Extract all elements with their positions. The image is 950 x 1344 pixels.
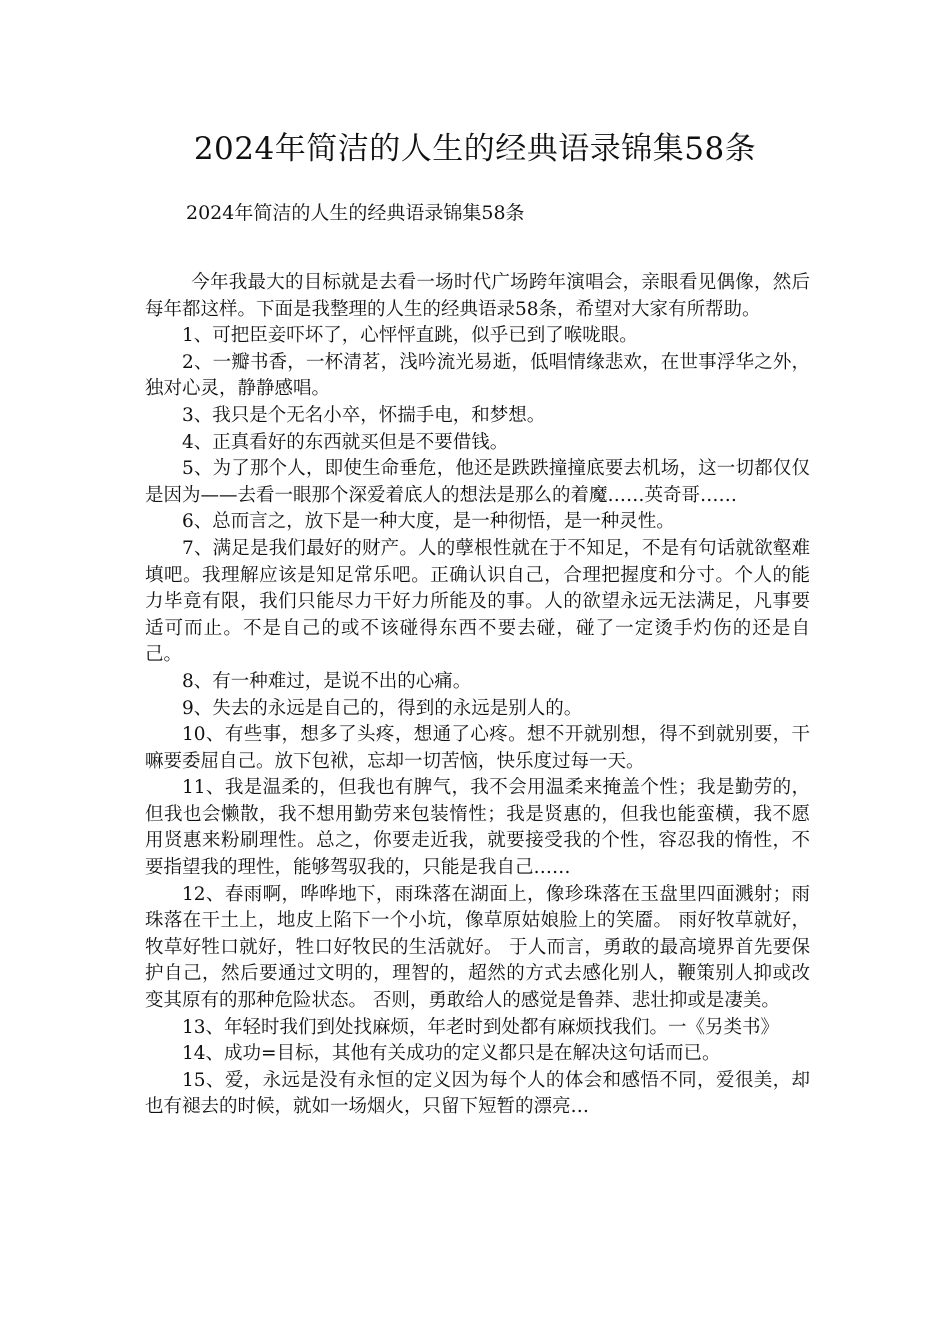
document-title: 2024年简洁的人生的经典语录锦集58条 — [193, 131, 757, 167]
quote-item: 4、正真看好的东西就买但是不要借钱。 — [182, 431, 509, 453]
quote-item: 7、满足是我们最好的财产。人的孽根性就在于不知足，不是有句话就欲壑难填吧。我理解应该是知足常乐吧。正确认识自己，合理把握度和分寸。个人的能力毕竟有限，我们只能尽力干好力所能及的事。人的欲望永远无法满足，凡事要适可而止。不是自己的或不该碰得东西不要去碰，碰了一定烫手灼伤的还是自己。 — [145, 537, 810, 666]
document-subtitle: 2024年简洁的人生的经典语录锦集58条 — [186, 202, 525, 224]
quote-item: 3、我只是个无名小卒，怀揣手电，和梦想。 — [182, 404, 546, 426]
intro-paragraph: 今年我最大的目标就是去看一场时代广场跨年演唱会，亲眼看见偶像，然后每年都这样。下面是我整理的人生的经典语录58条，希望对大家有所帮助。 — [145, 272, 810, 320]
quote-item: 12、春雨啊，哗哗地下，雨珠落在湖面上，像珍珠落在玉盘里四面溅射；雨珠落在干土上，地皮上陷下一个小坑，像草原姑娘脸上的笑靥。 雨好牧草就好，牧草好牲口就好，牲口好牧民的生活就好。 于人而言，勇敢的最高境界首先要保护自己，然后要通过文明的，理智的，超然的方式去感化别人，鞭策别人抑或改变其原有的那种危险状态。 否则，勇敢给人的感觉是鲁莽、悲壮抑或是凄美。 — [145, 883, 810, 1012]
quote-item: 10、有些事，想多了头疼，想通了心疼。想不开就别想，得不到就别要，干嘛要委屈自己。放下包袱，忘却一切苦恼，快乐度过每一天。 — [145, 724, 810, 772]
quote-item: 15、爱，永远是没有永恒的定义因为每个人的体会和感悟不同，爱很美，却也有褪去的时候，就如一场烟火，只留下短暂的漂亮… — [145, 1069, 810, 1118]
quote-item: 6、总而言之，放下是一种大度，是一种彻悟，是一种灵性。 — [182, 511, 675, 533]
quote-item: 2、一瓣书香，一杯清茗，浅吟流光易逝，低唱情缘悲欢，在世事浮华之外，独对心灵，静静感唱。 — [145, 351, 810, 400]
quote-item: 9、失去的永远是自己的，得到的永远是别人的。 — [182, 697, 583, 719]
quote-item: 11、我是温柔的，但我也有脾气，我不会用温柔来掩盖个性；我是勤劳的，但我也会懒散，我不想用勤劳来包装惰性；我是贤惠的，但我也能蛮横，我不愿用贤惠来粉刷理性。总之，你要走近我，就要接受我的个性，容忍我的惰性，不要指望我的理性，能够驾驭我的，只能是我自己…… — [145, 777, 810, 879]
quote-item: 5、为了那个人，即使生命垂危，他还是跌跌撞撞底要去机场，这一切都仅仅是因为——去看一眼那个深爱着底人的想法是那么的着魔……英奇哥…… — [145, 458, 810, 506]
quote-item: 8、有一种难过，是说不出的心痛。 — [182, 670, 472, 692]
quote-item: 1、可把臣妾吓坏了，心怦怦直跳，似乎已到了喉咙眼。 — [182, 325, 638, 347]
quote-item: 13、年轻时我们到处找麻烦，年老时到处都有麻烦找我们。一《另类书》 — [182, 1016, 780, 1038]
document-body — [145, 270, 810, 1121]
quote-item: 14、成功=目标，其他有关成功的定义都只是在解决这句话而已。 — [182, 1043, 721, 1065]
